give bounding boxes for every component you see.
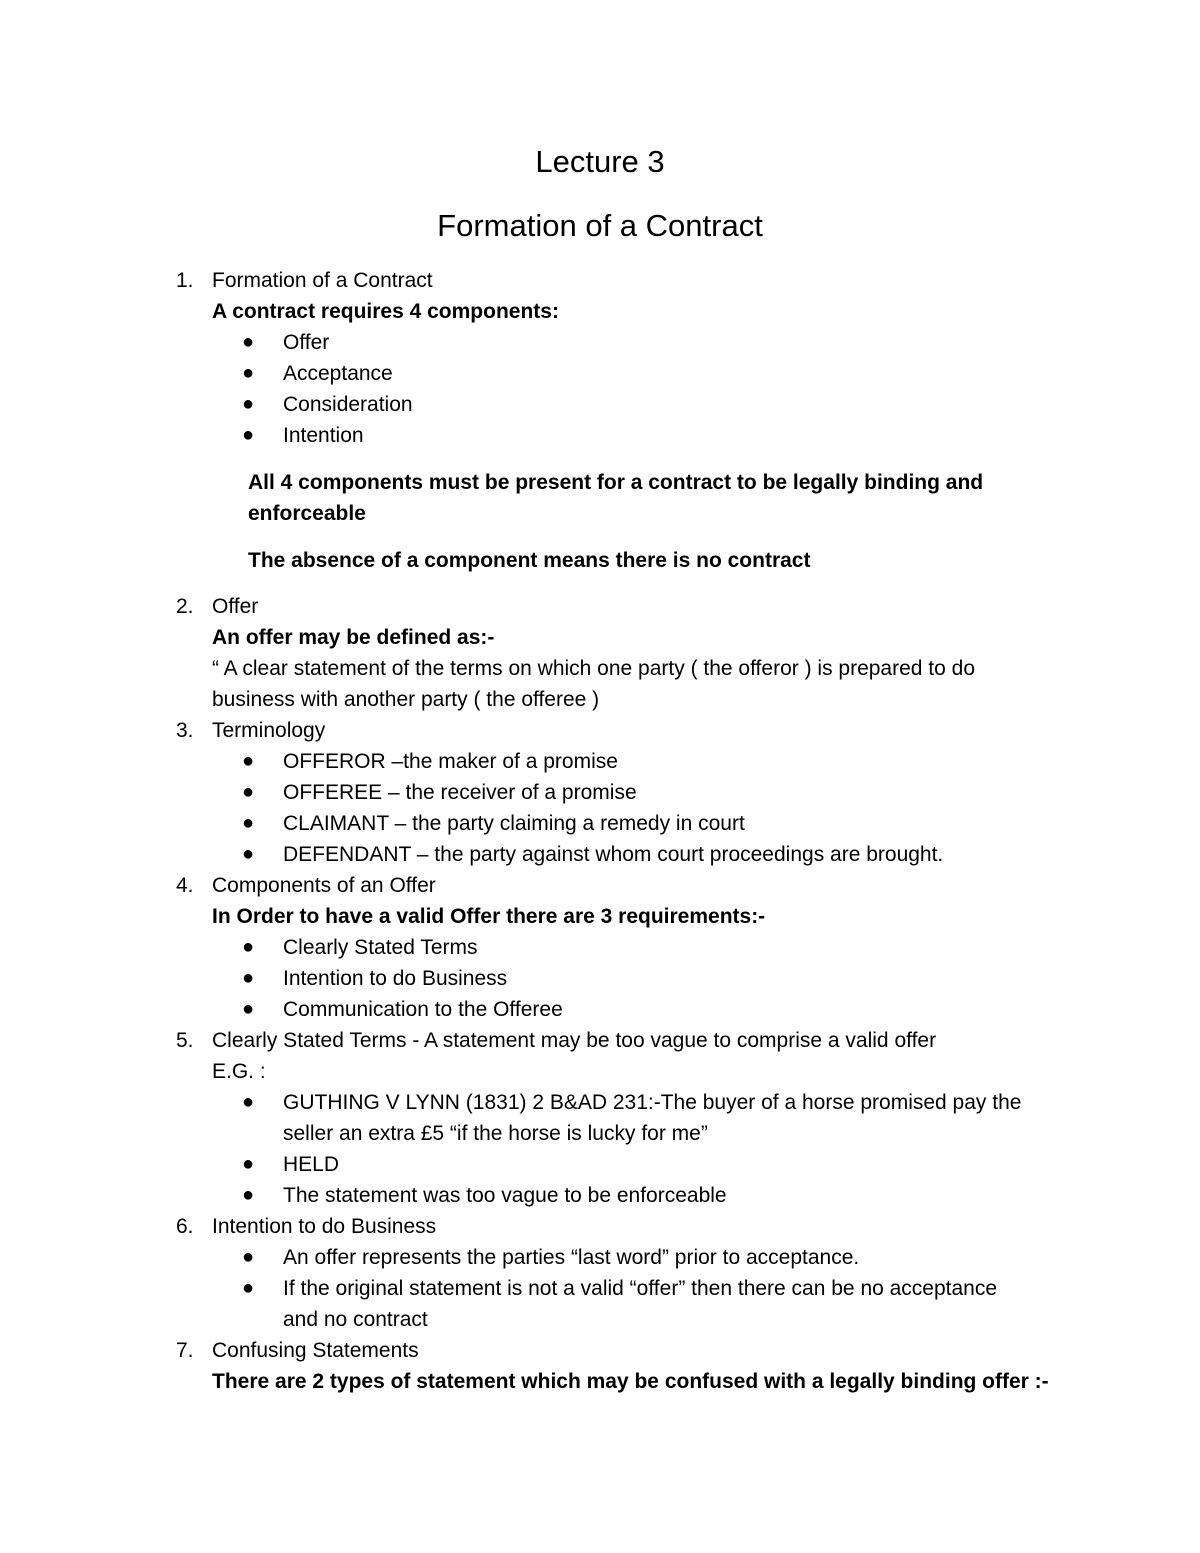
list-item: OFFEROR –the maker of a promise [283,750,618,773]
section-number: 2. [176,595,194,618]
section-note: All 4 components must be present for a contract to be legally binding and [248,471,984,494]
section-number: 1. [176,269,194,292]
list-item: Intention to do Business [283,967,508,990]
list-item: OFFEREE – the receiver of a promise [283,781,637,804]
lecture-heading: Lecture 3 [535,144,665,179]
section-heading: Clearly Stated Terms - A statement may be too vague to comprise a valid offer [212,1029,937,1052]
section-number: 6. [176,1215,194,1238]
list-item: CLAIMANT – the party claiming a remedy in court [283,812,745,835]
bullet-glyph: ● [242,1184,255,1206]
case-citation: GUTHING V LYNN (1831) 2 B&AD 231:-The buyer of a horse promised pay the [283,1091,1022,1114]
bullet-glyph: ● [242,362,255,384]
section-heading: Offer [212,595,259,618]
list-item: An offer represents the parties “last word” prior to acceptance. [283,1246,860,1269]
bullet-glyph: ● [242,967,255,989]
bullet-glyph: ● [242,843,255,865]
bullet-glyph: ● [242,331,255,353]
bullet-glyph: ● [242,1246,255,1268]
bullet-glyph: ● [242,781,255,803]
page-title: Formation of a Contract [437,208,763,243]
bullet-glyph: ● [242,1277,255,1299]
section-heading: Intention to do Business [212,1215,437,1238]
section-number: 3. [176,719,194,742]
section-heading: Confusing Statements [212,1339,419,1362]
list-item: If the original statement is not a valid “offer” then there can be no acceptance [283,1277,998,1300]
section-heading: Terminology [212,719,326,742]
list-item: Acceptance [283,362,393,385]
list-item: Consideration [283,393,413,416]
definition-quote: “ A clear statement of the terms on which one party ( the offeror ) is prepared to do [212,657,976,680]
bullet-glyph: ● [242,393,255,415]
list-item: Offer [283,331,330,354]
definition-quote: business with another party ( the offeree ) [212,688,600,711]
bullet-glyph: ● [242,1091,255,1113]
section-number: 5. [176,1029,194,1052]
section-intro: A contract requires 4 components: [212,300,559,323]
section-note: enforceable [248,502,366,525]
list-item: Intention [283,424,364,447]
section-heading: Formation of a Contract [212,269,433,292]
bullet-glyph: ● [242,424,255,446]
section-number: 7. [176,1339,194,1362]
case-citation: seller an extra £5 “if the horse is lucky for me” [283,1122,708,1145]
section-number: 4. [176,874,194,897]
section-heading: Components of an Offer [212,874,436,897]
list-item: The statement was too vague to be enforceable [283,1184,727,1207]
section-intro: In Order to have a valid Offer there are 3 requirements:- [212,905,766,928]
list-item: DEFENDANT – the party against whom court proceedings are brought. [283,843,944,866]
bullet-glyph: ● [242,750,255,772]
bullet-glyph: ● [242,936,255,958]
list-item: Communication to the Offeree [283,998,563,1021]
list-item: Clearly Stated Terms [283,936,478,959]
list-item: and no contract [283,1308,428,1331]
section-intro: An offer may be defined as:- [212,626,495,649]
list-item: HELD [283,1153,340,1176]
section-note: The absence of a component means there is no contract [248,549,811,572]
section-intro: There are 2 types of statement which may be confused with a legally binding offer :- [212,1370,1049,1393]
bullet-glyph: ● [242,998,255,1020]
bullet-glyph: ● [242,812,255,834]
example-label: E.G. : [212,1060,266,1083]
bullet-glyph: ● [242,1153,255,1175]
